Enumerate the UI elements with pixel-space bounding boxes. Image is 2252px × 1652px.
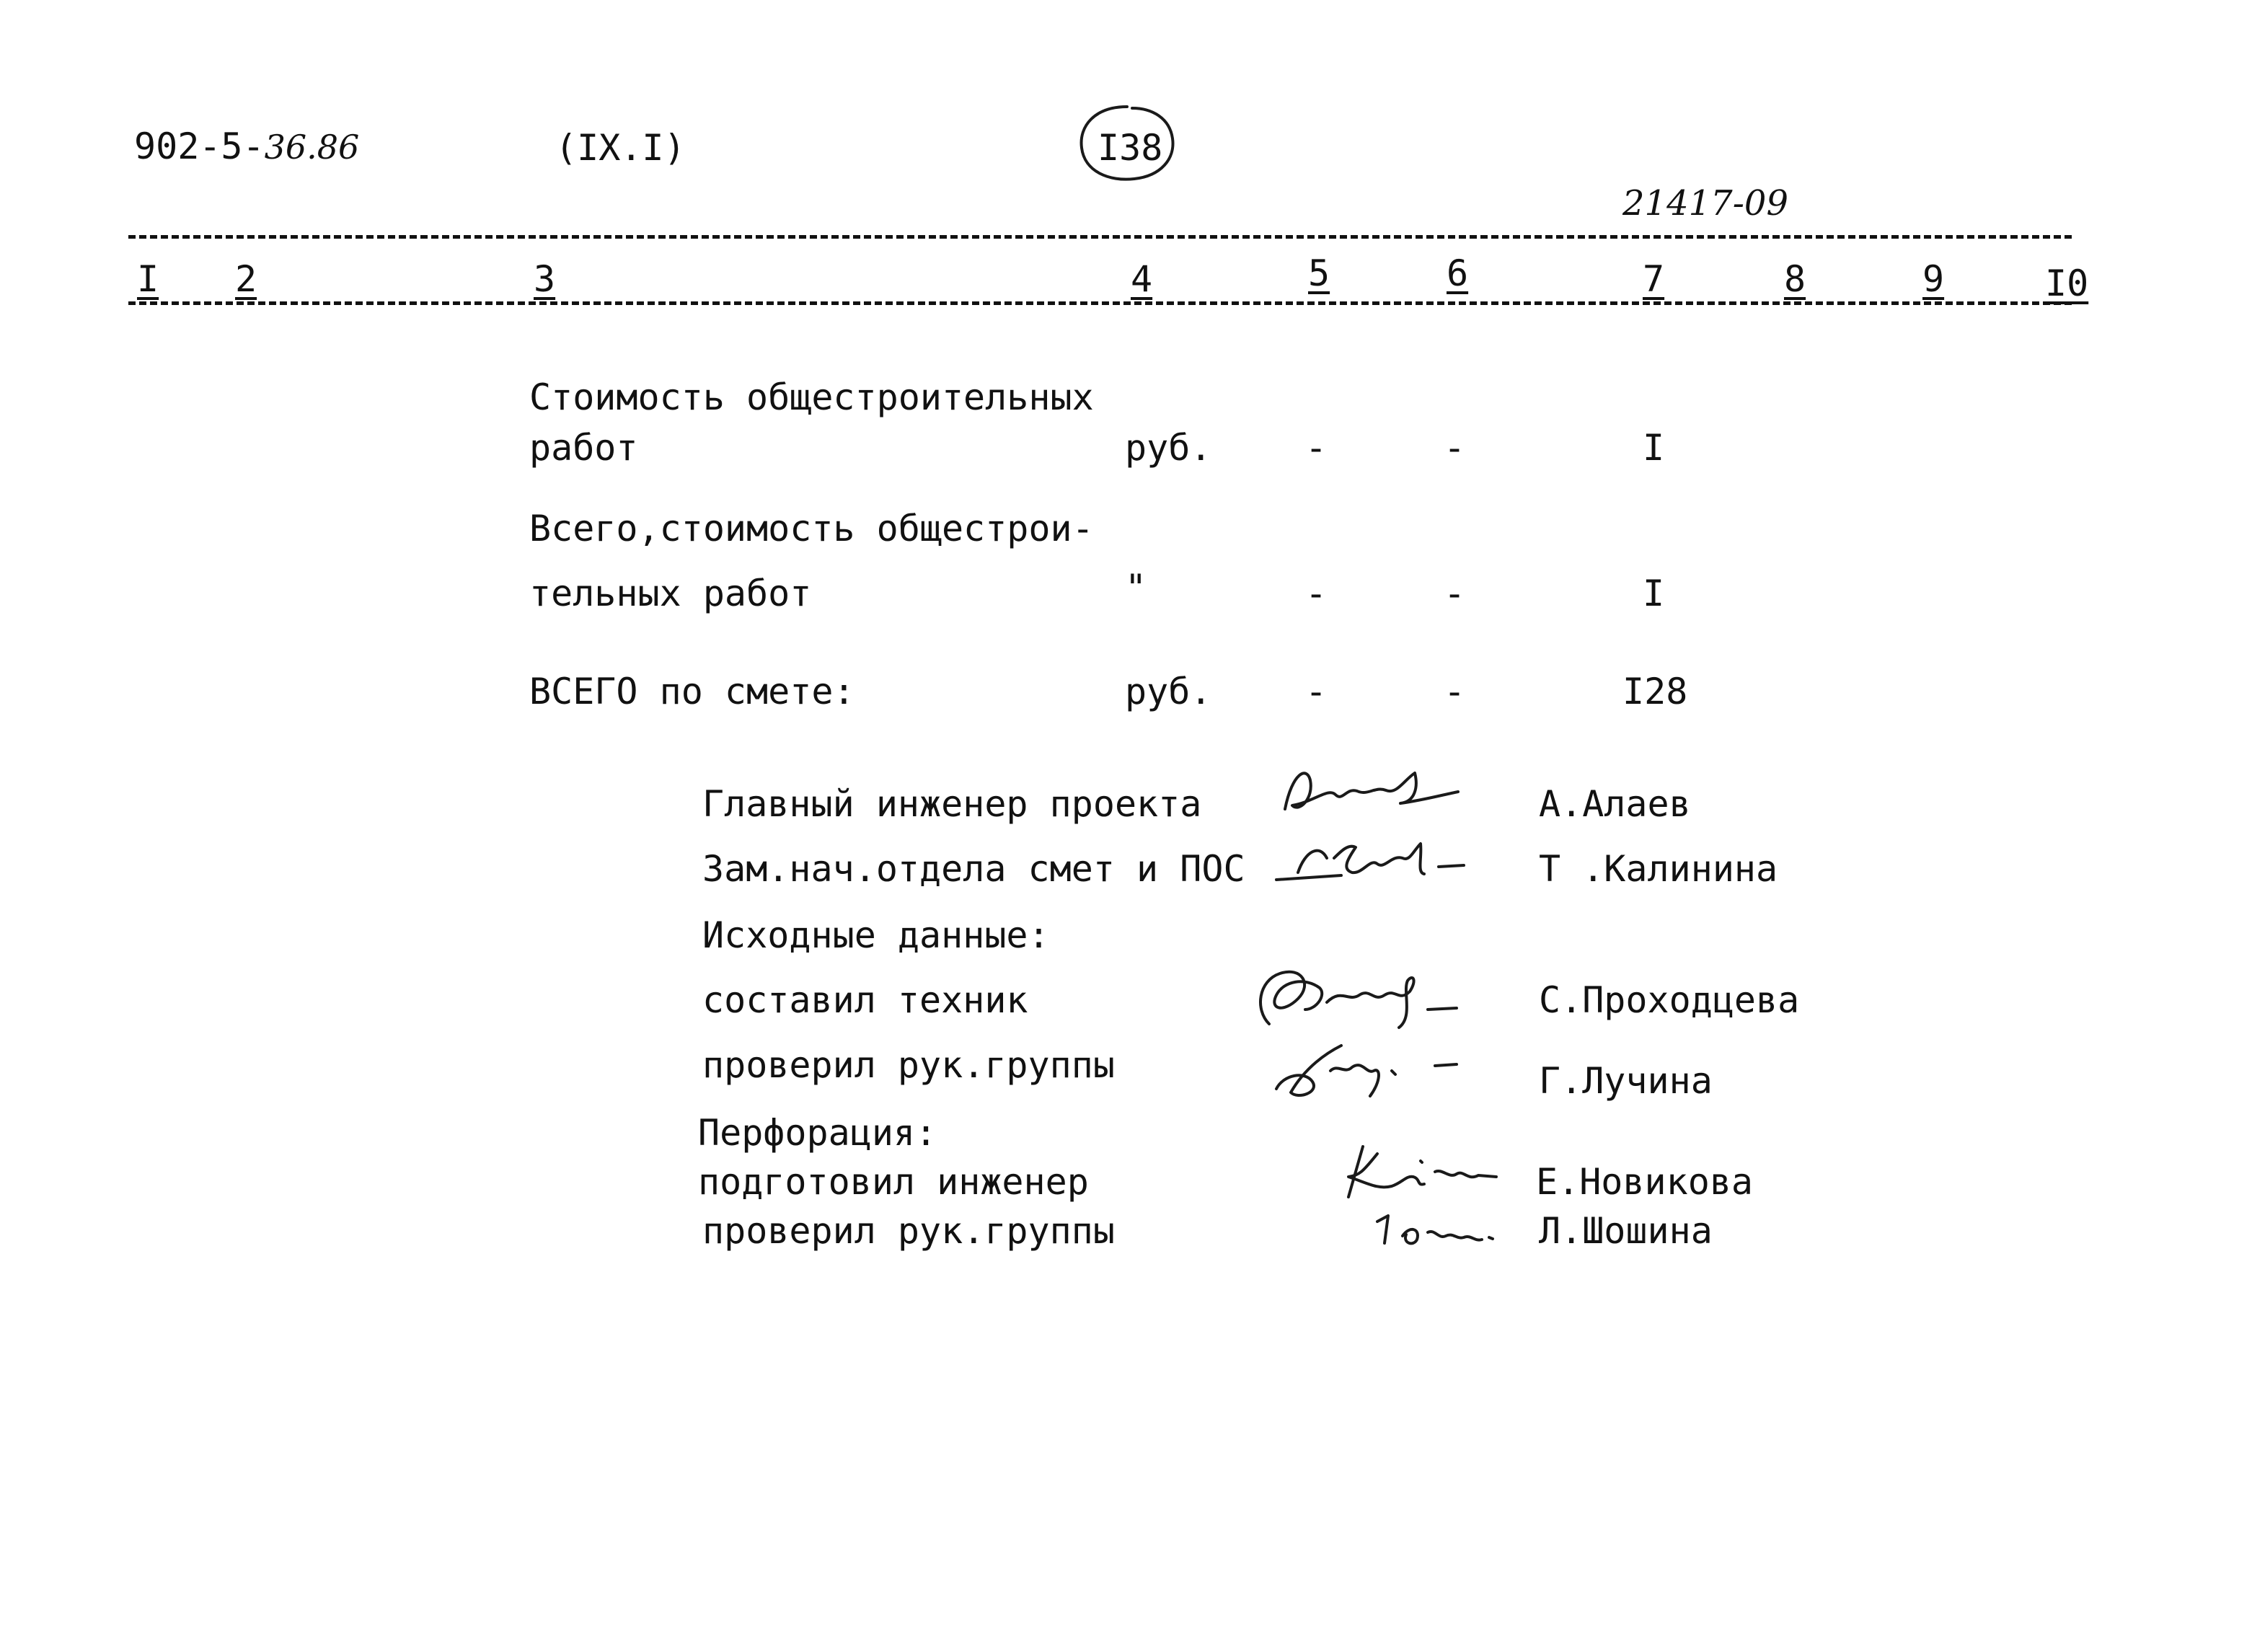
row-3-unit: руб. xyxy=(1125,671,1212,712)
column-number-6: 6 xyxy=(1447,252,1469,294)
row-2-name-line1: Всего,стоимость общестрои- xyxy=(529,508,1094,549)
handwritten-signature-1 xyxy=(1278,759,1465,823)
handwritten-signature-3 xyxy=(1240,959,1471,1038)
column-number-9: 9 xyxy=(1922,258,1945,300)
signature-role-checked-group-head-2: проверил рук.группы xyxy=(702,1210,1115,1252)
row-3-col7: I28 xyxy=(1622,671,1688,712)
row-1-unit: руб. xyxy=(1125,427,1212,469)
column-number-2: 2 xyxy=(235,258,257,300)
signature-name-luchina: Г.Лучина xyxy=(1539,1060,1713,1102)
row-2-col5: - xyxy=(1305,573,1328,614)
signature-section-source-data: Исходные данные: xyxy=(702,914,1050,956)
column-number-3: 3 xyxy=(534,258,556,300)
row-1-col7: I xyxy=(1643,427,1665,469)
column-number-7: 7 xyxy=(1643,258,1665,300)
row-2-col7: I xyxy=(1643,573,1665,614)
doc-code xyxy=(134,125,360,167)
signature-role-compiled-technician: составил техник xyxy=(702,979,1028,1021)
header-dashed-line-top xyxy=(128,235,2072,239)
handwritten-signature-5 xyxy=(1334,1132,1507,1204)
column-number-4: 4 xyxy=(1131,258,1153,300)
handwritten-signature-6 xyxy=(1363,1200,1507,1258)
handwritten-signature-4 xyxy=(1262,1031,1471,1110)
signature-name-novikova: Е.Новикова xyxy=(1536,1161,1754,1203)
signature-section-perforation: Перфорация: xyxy=(698,1112,937,1154)
row-3-col6: - xyxy=(1444,671,1466,712)
row-3-name: ВСЕГО по смете: xyxy=(529,671,855,712)
row-2-col6: - xyxy=(1444,573,1466,614)
header-dashed-line-bottom xyxy=(128,301,2072,305)
signature-name-alaev: А.Алаев xyxy=(1539,783,1691,825)
signature-role-deputy-head: Зам.нач.отдела смет и ПОС xyxy=(702,848,1245,890)
column-number-1: I xyxy=(137,258,159,300)
row-1-col6: - xyxy=(1444,427,1466,469)
section-code: (IX.I) xyxy=(555,127,686,169)
column-number-8: 8 xyxy=(1784,258,1806,300)
row-2-name-line2: тельных работ xyxy=(529,573,812,614)
archive-number: 21417-09 xyxy=(1622,183,1788,224)
signature-name-prokhodtseva: С.Проходцева xyxy=(1539,979,1800,1021)
row-1-name-line2: работ xyxy=(529,427,638,469)
doc-code-handwritten: 36.86 xyxy=(264,128,360,167)
page-number: I38 xyxy=(1098,127,1163,169)
signature-name-kalinina: Т .Калинина xyxy=(1539,848,1778,890)
row-1-name-line1: Стоимость общестроительных xyxy=(529,376,1094,418)
doc-code-printed: 902-5- xyxy=(134,125,265,167)
handwritten-signature-2 xyxy=(1269,829,1471,894)
column-number-5: 5 xyxy=(1308,252,1330,294)
row-2-unit: " xyxy=(1125,567,1147,609)
row-1-col5: - xyxy=(1305,427,1328,469)
signature-role-chief-engineer: Главный инженер проекта xyxy=(702,783,1202,825)
signature-role-prepared-engineer: подготовил инженер xyxy=(698,1161,1089,1203)
signature-role-checked-group-head: проверил рук.группы xyxy=(702,1044,1115,1086)
row-3-col5: - xyxy=(1305,671,1328,712)
signature-name-shoshina: Л.Шошина xyxy=(1539,1210,1713,1252)
column-number-10: I0 xyxy=(2045,262,2089,304)
